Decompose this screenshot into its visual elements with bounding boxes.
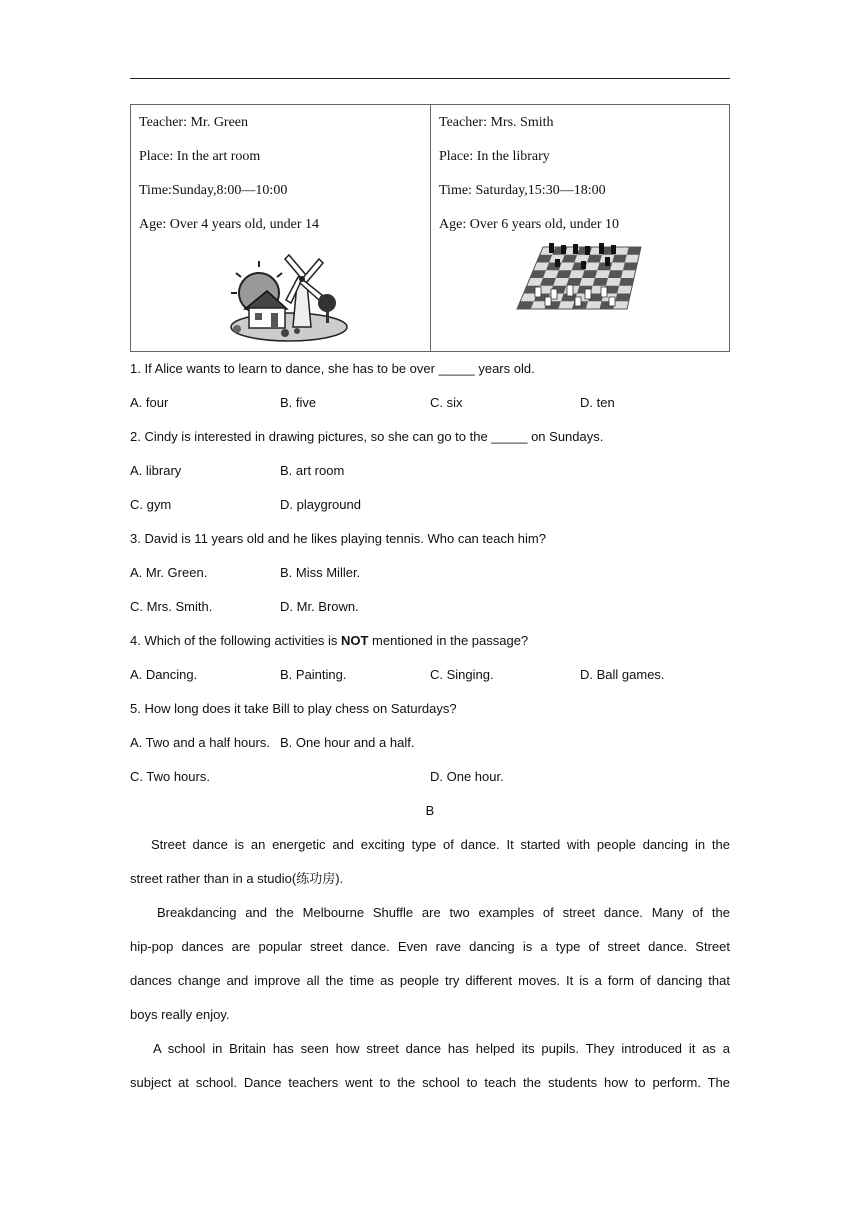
art-class-cell	[131, 105, 430, 351]
class-info-table	[130, 104, 730, 352]
q1-option-c: C. six	[430, 395, 463, 410]
question-3-stem: 3. David is 11 years old and he likes playing tennis. Who can teach him?	[130, 531, 546, 546]
board-square	[587, 255, 602, 263]
teacher-text: Teacher: Mrs. Smith	[439, 115, 554, 130]
q2-option-c: C. gym	[130, 497, 172, 512]
q3-option-c: C. Mrs. Smith.	[130, 599, 213, 614]
age-text: Age: Over 4 years old, under 14	[139, 217, 320, 232]
q4-option-b: B. Painting.	[280, 667, 347, 682]
q5-option-d: D. One hour.	[430, 769, 504, 784]
board-square	[566, 278, 582, 286]
question-1-stem: 1. If Alice wants to learn to dance, she has to be over _____ years old.	[130, 361, 535, 376]
q1-option-a: A. four	[130, 395, 169, 410]
q5-option-c: C. Two hours.	[130, 769, 210, 784]
time-text: Time: Saturday,15:30—18:00	[439, 183, 606, 198]
q4-stem-bold: NOT	[340, 633, 369, 648]
chessboard-illustration	[515, 243, 645, 315]
q4-option-a: A. Dancing.	[130, 667, 198, 682]
q5-option-b: B. One hour and a half.	[280, 735, 415, 750]
board-square	[623, 263, 638, 271]
header-rule	[130, 78, 730, 79]
windmill-house-illustration	[227, 245, 349, 345]
board-square	[615, 294, 630, 302]
place-text: Place: In the art room	[139, 149, 261, 164]
q3-option-d: D. Mr. Brown.	[280, 599, 359, 614]
q5-option-a: A. Two and a half hours.	[130, 735, 270, 750]
board-square	[608, 270, 623, 278]
place-text: Place: In the library	[439, 149, 550, 164]
q4-stem-after: mentioned in the passage?	[368, 633, 529, 648]
age-text: Age: Over 6 years old, under 10	[439, 217, 620, 232]
question-5-stem: 5. How long does it take Bill to play chess on Saturdays?	[130, 701, 457, 716]
board-square	[619, 278, 634, 286]
section-label: B	[425, 803, 435, 818]
passage-p1-line2: street rather than in a studio(练功房).	[130, 871, 344, 886]
q4-stem-before: 4. Which of the following activities is	[130, 633, 341, 648]
q2-option-d: D. playground	[280, 497, 361, 512]
board-square	[597, 263, 612, 271]
q3-option-a: A. Mr. Green.	[130, 565, 208, 580]
passage-p2-line4: boys really enjoy.	[130, 1007, 230, 1022]
teacher-text: Teacher: Mr. Green	[139, 115, 249, 130]
time-text: Time:Sunday,8:00—10:00	[139, 183, 288, 198]
q4-option-d: D. Ball games.	[580, 667, 665, 682]
question-4-stem	[130, 632, 730, 650]
q2-option-a: A. library	[130, 463, 182, 478]
q3-option-b: B. Miss Miller.	[280, 565, 361, 580]
q1-option-b: B. five	[280, 395, 317, 410]
board-square	[582, 270, 597, 278]
passage-p3-line2: subject at school. Dance teachers went to the school to teach the students how to perform. The	[130, 1075, 730, 1090]
question-2-stem: 2. Cindy is interested in drawing pictures, so she can go to the _____ on Sundays.	[130, 429, 604, 444]
q2-option-b: B. art room	[280, 463, 345, 478]
passage-p2-line2: hip-pop dances are popular street dance. Even rave dancing is a type of street dance. Street	[130, 939, 730, 954]
q1-option-d: D. ten	[580, 395, 615, 410]
passage-p1-line1: Street dance is an energetic and exciting type of dance. It started with people dancing in the	[151, 837, 730, 852]
passage-p2-line1: Breakdancing and the Melbourne Shuffle are two examples of street dance. Many of the	[157, 905, 730, 920]
passage-p2-line3: dances change and improve all the time as people try different moves. It is a form of dancing that	[130, 973, 730, 988]
board-square	[627, 247, 641, 255]
chess-class-cell	[430, 105, 729, 351]
board-square	[612, 255, 627, 263]
board-square	[593, 278, 608, 286]
q4-option-c: C. Singing.	[430, 667, 494, 682]
passage-p3-line1: A school in Britain has seen how street dance has helped its pupils. They introduced it as a	[153, 1041, 730, 1056]
